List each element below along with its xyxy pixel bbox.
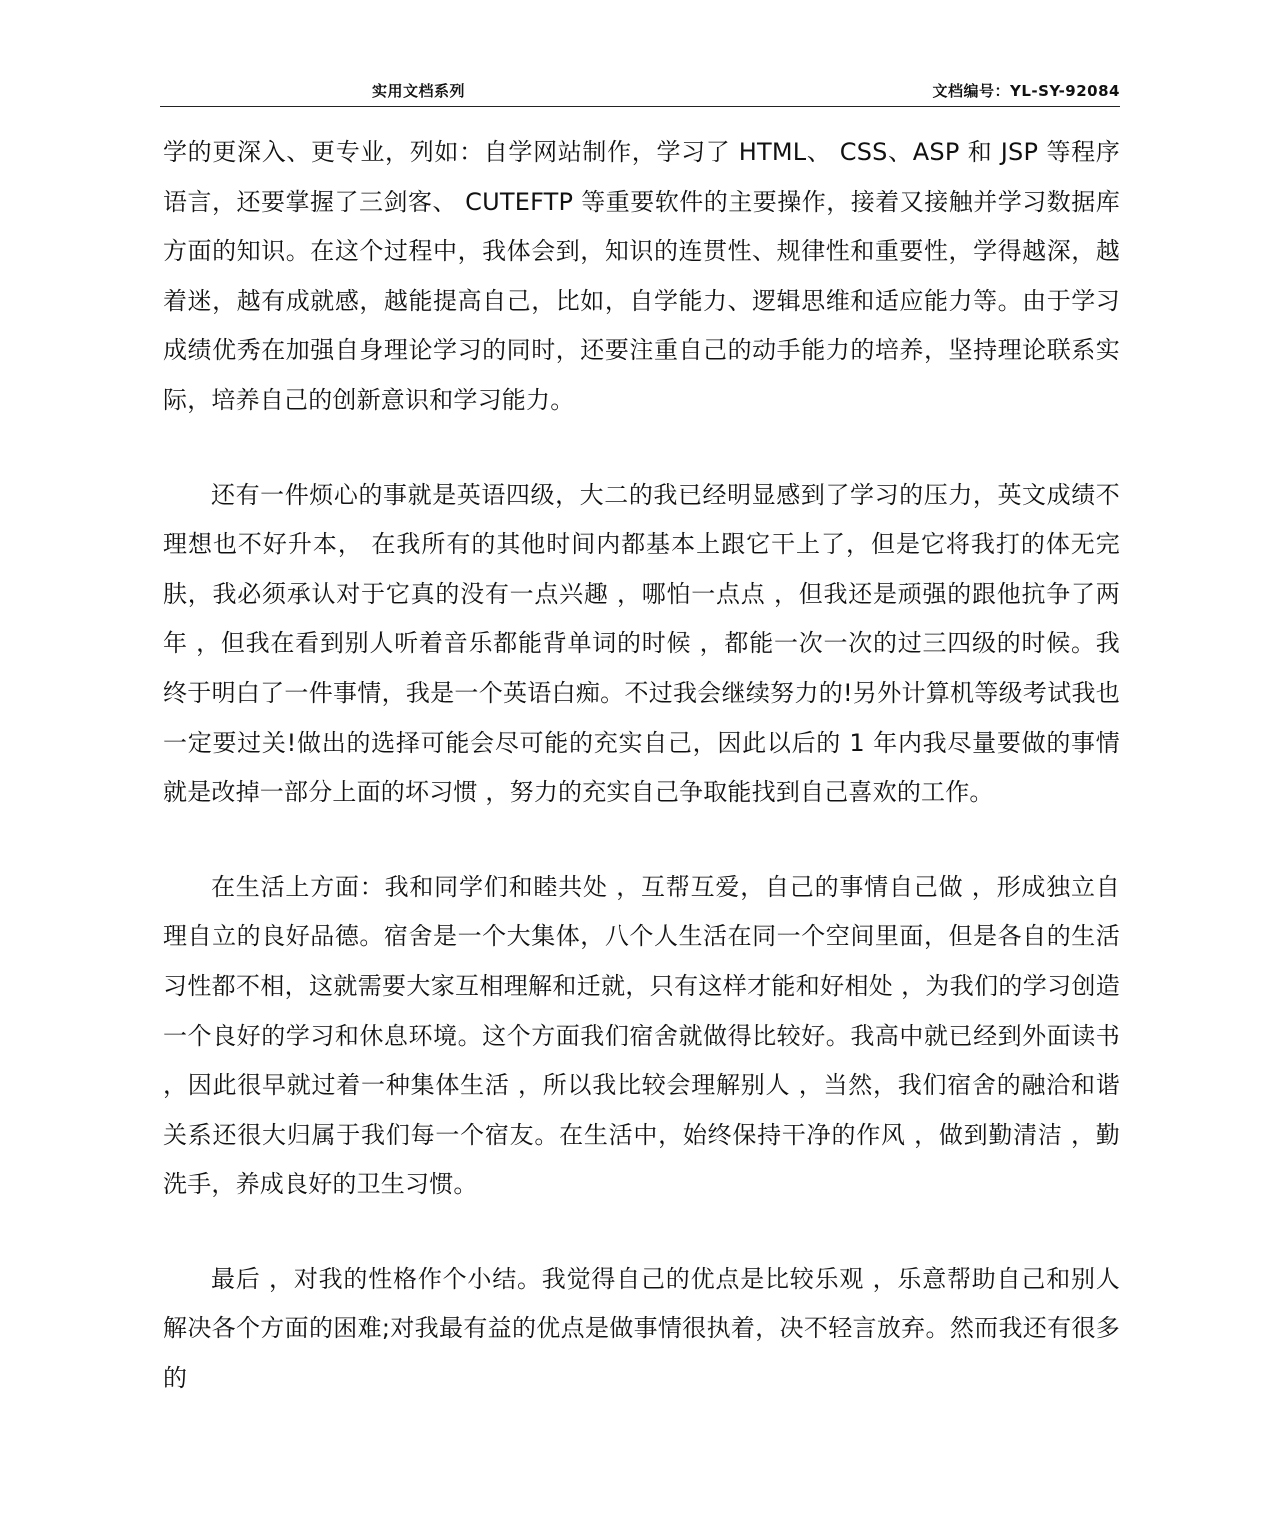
paragraph-daily-life: 在生活上方面：我和同学们和睦共处 ，互帮互爱，自己的事情自己做 ，形成独立自理自立的良好品德。宿舍是一个大集体，八个人生活在同一个空间里面，但是各自的生活习性都不相，这就需要大家互相理解和迁就，只有这样才能和好相处 ，为我们的学习创造一个良好的学习和休息环境。这个方面我们宿舍就做得比较好。我高中就已经到外面读书 ，因此很早就过着一种集体生活 ，所以我比较会理解别人 ，当然，我们宿舍的融洽和谐关系还很大归属于我们每一个宿友。在生活中，始终保持干净的作风 ，做到勤清洁 ，勤洗手，养成良好的卫生习惯。 <box>163 872 1120 1199</box>
paragraph-continuation: 学的更深入、更专业，列如：自学网站制作，学习了 HTML、 CSS、ASP 和 JSP 等程序语言，还要掌握了三剑客、 CUTEFTP 等重要软件的主要操作，接着又接触并学习数据库方面的知识。在这个过程中，我体会到，知识的连贯性、规律性和重要性，学得越深，越着迷，越有成就感，越能提高自己，比如，自学能力、逻辑思维和适应能力等。由于学习成绩优秀在加强自身理论学习的同时，还要注重自己的动手能力的培养，坚持理论联系实际，培养自己的创新意识和学习能力。 <box>163 138 1120 414</box>
paragraph-personality-summary: 最后 ，对我的性格作个小结。我觉得自己的优点是比较乐观 ，乐意帮助自己和别人解决各个方面的困难;对我最有益的优点是做事情很执着，决不轻言放弃。然而我还有很多的 <box>163 1264 1120 1393</box>
document-number: 文档编号：YL-SY-92084 <box>932 82 1120 100</box>
page-header <box>160 78 1120 107</box>
series-title: 实用文档系列 <box>372 82 466 100</box>
document-body <box>163 128 1120 1404</box>
paragraph-english-exam: 还有一件烦心的事就是英语四级，大二的我已经明显感到了学习的压力，英文成绩不理想也不好升本， 在我所有的其他时间内都基本上跟它干上了，但是它将我打的体无完肤，我必须承认对于它真的没有一点兴趣 ，哪怕一点点 ，但我还是顽强的跟他抗争了两年 ，但我在看到别人听着音乐都能背单词的时候 ，都能一次一次的过三四级的时候。我终于明白了一件事情，我是一个英语白痴。不过我会继续努力的!另外计算机等级考试我也一定要过关!做出的选择可能会尽可能的充实自己，因此以后的 1 年内我尽量要做的事情就是改掉一部分上面的坏习惯 ，努力的充实自己争取能找到自己喜欢的工作。 <box>163 480 1120 807</box>
